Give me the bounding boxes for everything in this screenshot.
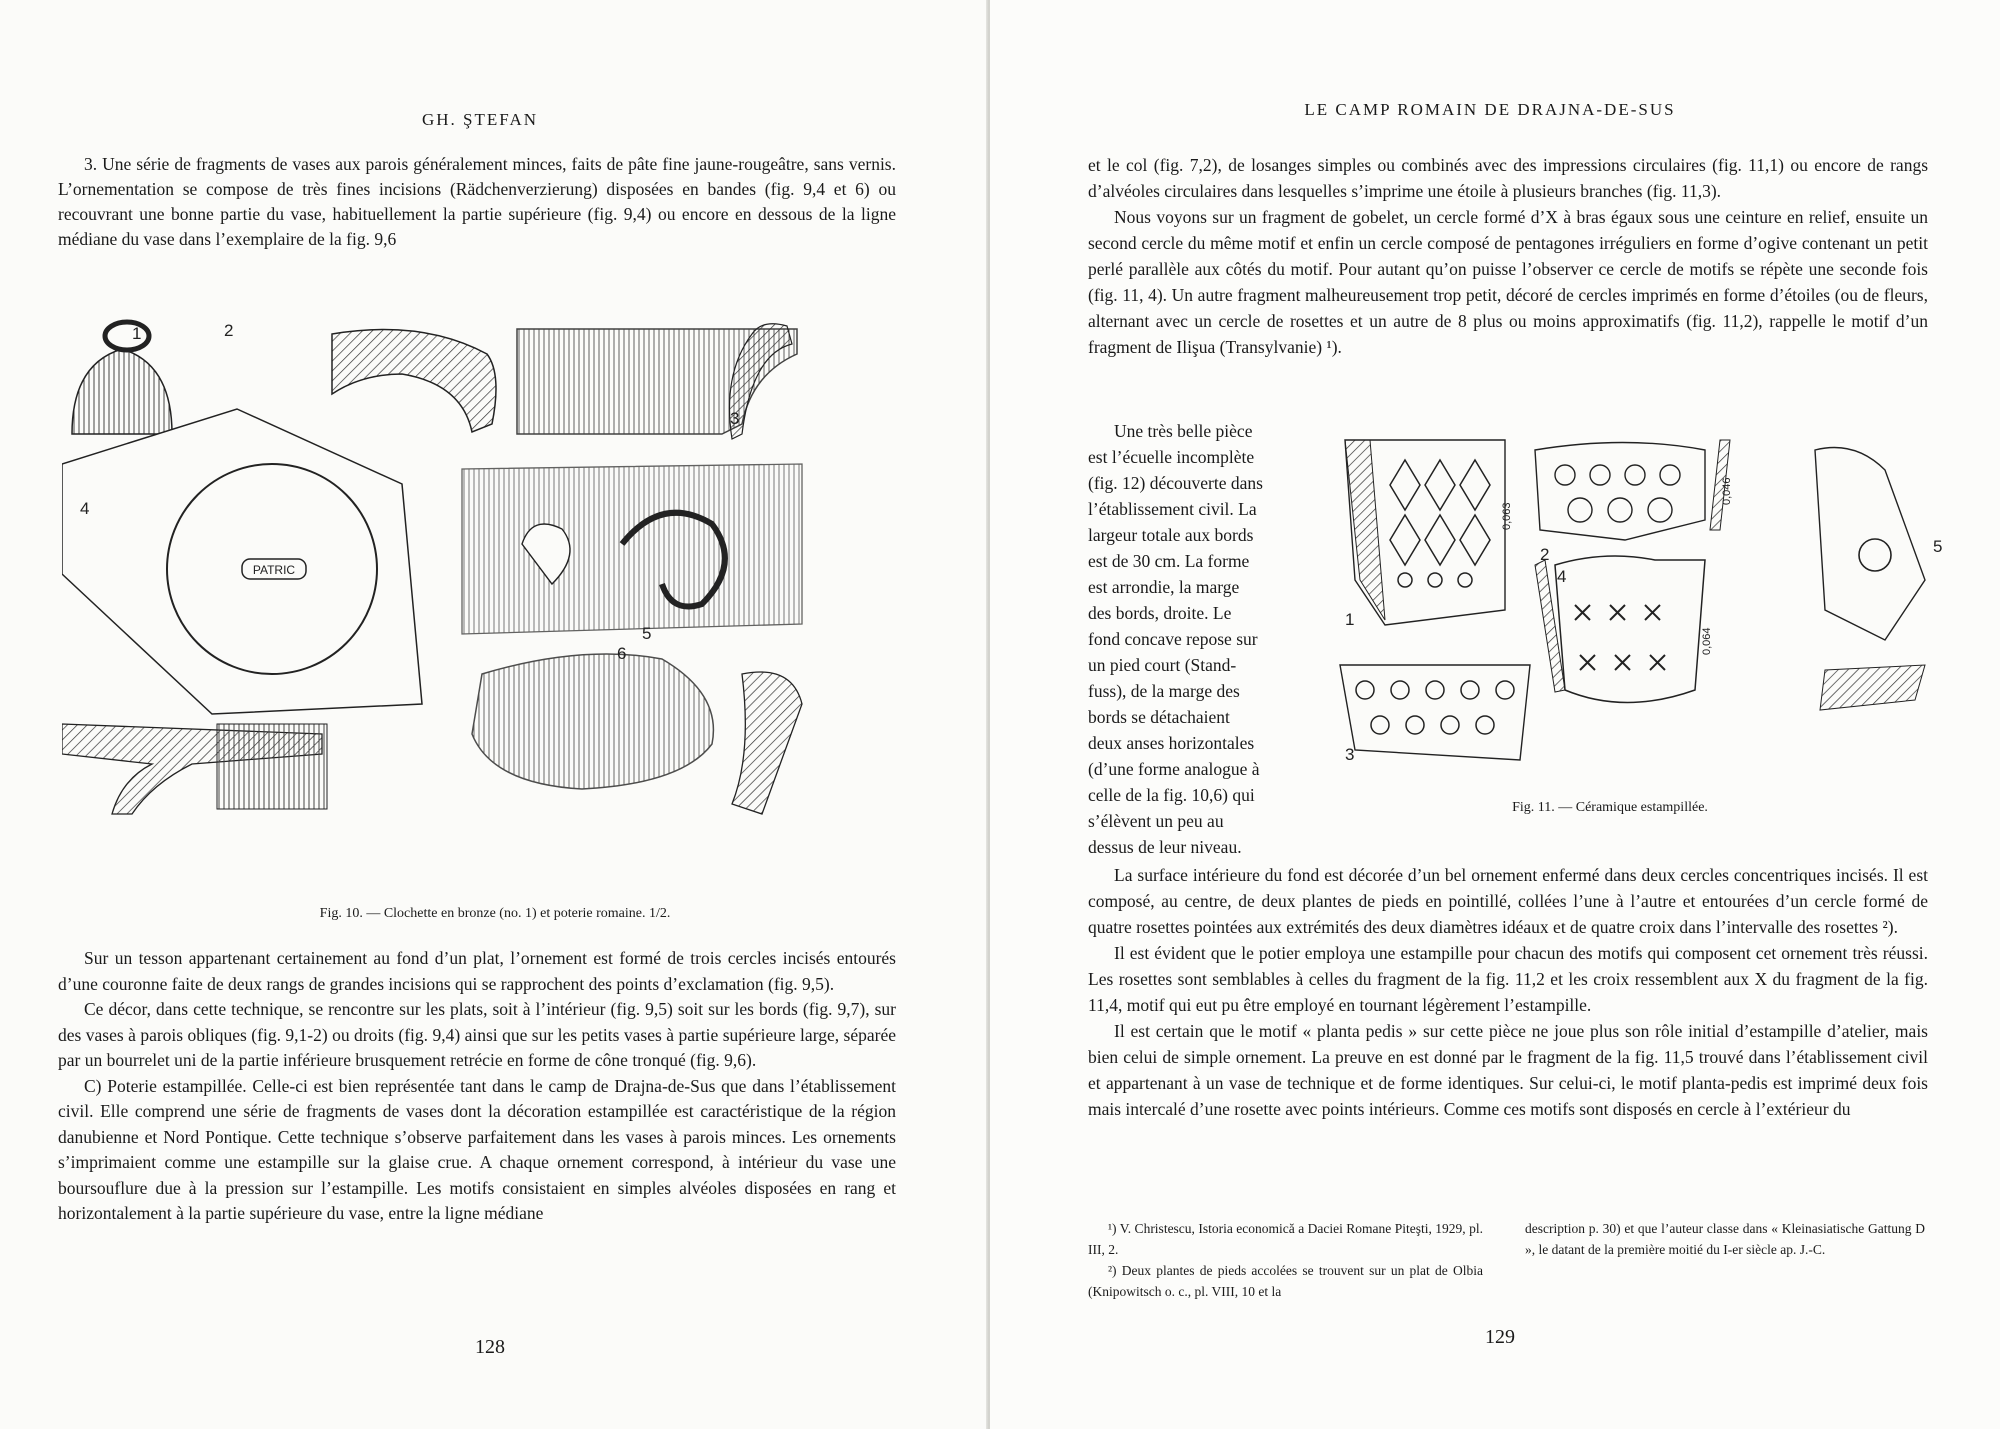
- plate-fragment: [62, 409, 422, 714]
- fig10-label-5: 5: [642, 624, 652, 643]
- intro-paragraph: 3. Une série de fragments de vases aux parois généralement minces, faits de pâte fine jaune-rougeâtre, sans vernis. L’ornementation se compose de très fines incisions (Rädchenverzierung) disposées en bandes (fig. 9,4 et 6) ou recouvrant une bonne partie du vase, habituellement la partie supérieure (fig. 9,4) ou encore en dessous de la ligne médiane du vase dans l’exemplaire de la fig. 9,6: [58, 154, 896, 249]
- page-number-left: 128: [475, 1336, 505, 1358]
- footnotes-col-right: description p. 30) et que l’auteur classe dans « Kleinasiatische Gattung D », le datant de la première moitié du I-er siècle ap. J.-C.: [1525, 1221, 1925, 1257]
- measure-3: 0,064: [1701, 627, 1713, 655]
- page-number-right: 129: [1485, 1326, 1515, 1348]
- fig11-label-2: 2: [1540, 545, 1550, 564]
- fig10-label-6: 6: [617, 644, 627, 663]
- fig10-label-4: 4: [80, 499, 90, 518]
- measure-1: 0,063: [1501, 502, 1513, 530]
- handle-fragment: [332, 330, 496, 433]
- fig10-label-3: 3: [730, 409, 740, 428]
- right-top-text: et le col (fig. 7,2), de losanges simples ou combinés avec des impressions circulaires (fig. 11,1) ou encore de rangs d’alvéoles circulaires dans lesquelles s’imprime une étoile à plusieurs branches (fig. 11,3). Nous voyons sur un fragment de gobelet, un cercle formé d’X à bras égaux sous une ceinture en relief, ensuite un second cercle du même motif et enfin un cercle composé de pentagones irréguliers en forme d’ogive contenant un petit perlé parallèle aux côtés du motif. Pour autant qu’on puisse l’observer ce cercle de motifs se répète une seconde fois (fig. 11, 4). Un autre fragment malheureusement trop petit, décoré de cercles imprimés en forme d’étoiles (ou de fleurs, alternant avec un cercle de rosettes et un autre de 8 plus ou moins approximatifs (fig. 11,2), rappelle le motif d’un fragment de Ilişua (Transylvanie) ¹).: [1088, 155, 1928, 357]
- figure-10-drawing: [62, 314, 892, 904]
- figure-11-drawing: [1325, 430, 1945, 800]
- left-body: Sur un tesson appartenant certainement au fond d’un plat, l’ornement est formé de trois cercles incisés entourés d’une couronne faite de deux rangs de grandes incisions qui se rapprochent des points d’exclamation (fig. 9,5). Ce décor, dans cette technique, se rencontre sur les plats, soit à l’intérieur (fig. 9,5) soit sur les bords (fig. 9,7), sur des vases à parois obliques (fig. 9,1-2) ou droits (fig. 9,4) ainsi que sur les petits vases à partie supérieure large, séparée par un bourrelet uni de la partie inférieure brusquement retrécie en forme de cône tronqué (fig. 9,6). C) Poterie estampillée. Celle-ci est bien représentée tant dans le camp de Drajna-de-Sus que dans l’établissement civil. Elle comprend une série de fragments de vases dont la décoration estampillée est caractéristique de la région danubienne et Nord Pontique. Cette technique s’observe parfaitement dans les vases à parois minces. Les ornements s’imprimaient comme une estampille sur la glaise crue. A chaque ornement correspond, à intérieur du vase une boursouflure due à la pression sur l’estampille. Les motifs consistaient en simples alvéoles disposées en rang et horizontalement à la partie supérieure du vase, entre la ligne médiane: [58, 948, 896, 1223]
- fig10-label-1: 1: [132, 324, 142, 343]
- running-head-right: LE CAMP ROMAIN DE DRAJNA-DE-SUS: [1304, 100, 1676, 119]
- figure-11: [1325, 430, 1945, 800]
- right-page: [990, 0, 2000, 1429]
- fig11-label-5: 5: [1933, 537, 1943, 556]
- measure-2: 0,046: [1721, 477, 1733, 505]
- stamp-text: PATRIC: [252, 563, 296, 577]
- fig10-label-2: 2: [224, 321, 234, 340]
- footnotes-col-left: ¹) V. Christescu, Istoria economică a Daciei Romane Piteşti, 1929, pl. III, 2. ²) Deux plantes de pieds accolées se trouvent sur un plat de Olbia (Knipowitsch o. c., pl. VIII, 10 et la: [1088, 1221, 1483, 1299]
- fig11-label-3: 3: [1345, 745, 1355, 764]
- figure-10: [62, 314, 892, 904]
- bell-shape: [72, 349, 172, 434]
- left-page: [0, 0, 990, 1429]
- running-head-left: GH. ŞTEFAN: [421, 110, 539, 129]
- figure-10-caption: Fig. 10. — Clochette en bronze (no. 1) et poterie romaine. 1/2.: [319, 906, 671, 921]
- fig11-label-1: 1: [1345, 610, 1355, 629]
- fig11-label-4: 4: [1557, 567, 1567, 586]
- figure-11-caption: Fig. 11. — Céramique estampillée.: [1512, 800, 1708, 815]
- right-body: La surface intérieure du fond est décorée d’un bel ornement enfermé dans deux cercles concentriques incisés. Il est composé, au centre, de deux plantes de pieds en pointillé, collées l’une à l’autre et entourées d’un cercle formé de quatre rosettes pointées aux extrémités des deux diamètres idéaux et de quatre croix dans l’intervalle des rosettes ²). Il est évident que le potier employa une estampille pour chacun des motifs qui composent cet ornement très réussi. Les rosettes sont semblables à celles du fragment de la fig. 11,2 et les croix ressemblent aux X du fragment de la fig. 11,4, motif qui eut pu être employé en tournant légèrement l’estampille. Il est certain que le motif « planta pedis » sur cette pièce ne joue plus son rôle initial d’estampille d’atelier, mais bien celui de simple ornement. La preuve en est donné par le fragment de la fig. 11,5 trouvé dans l’établissement civil et appartenant à un vase de technique et de forme identiques. Sur celui-ci, le motif planta-pedis est imprimé deux fois mais intercalé d’une rosette avec points intérieurs. Comme ces motifs sont disposés en cercle à l’extérieur du: [1088, 865, 1928, 1119]
- right-side-column: Une très belle pièce est l’écuelle incomplète (fig. 12) découverte dans l’établissement civil. La largeur totale aux bords est de 30 cm. La forme est arrondie, la marge des bords, droite. Le fond concave repose sur un pied court (Stand- fuss), de la marge des bords se détachaient deux anses horizontales (d’une forme analogue à celle de la fig. 10,6) qui s’élèvent un peu au dessus de leur niveau.: [1088, 421, 1263, 857]
